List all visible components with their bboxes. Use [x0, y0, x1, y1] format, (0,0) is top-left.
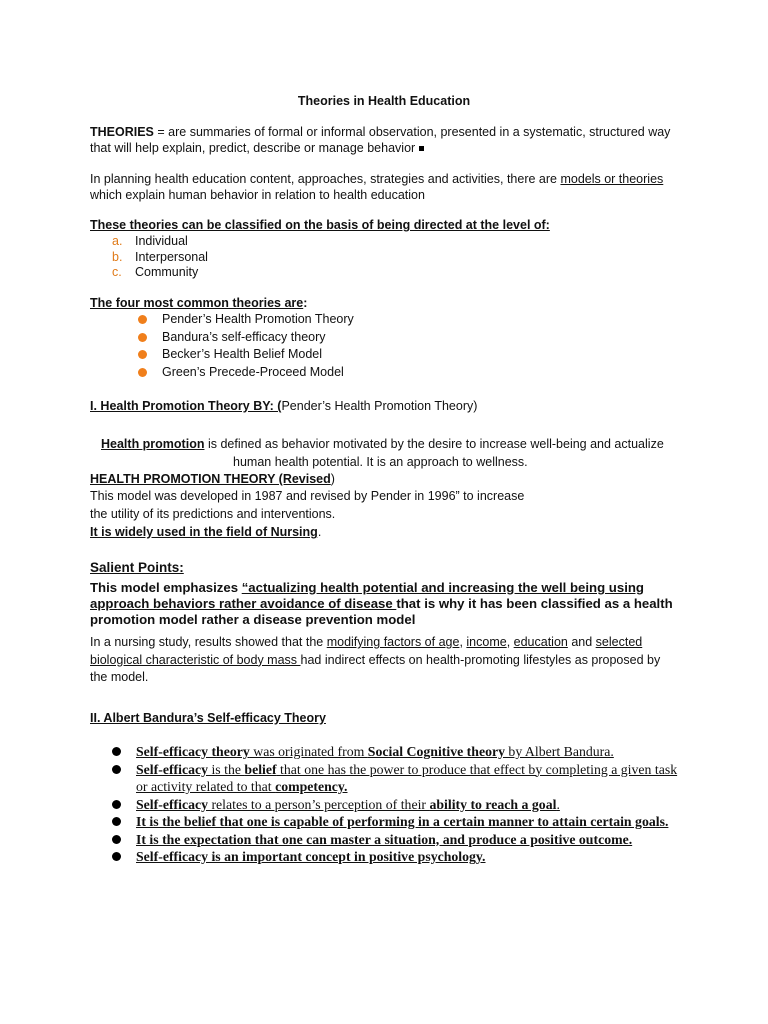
self-efficacy-list	[112, 743, 692, 866]
nursing-line: It is widely used in the field of Nursing.	[90, 525, 322, 539]
salient-paragraph: This model emphasizes “actualizing health potential and increasing the well being using approach behaviors rather avoidance of disease that is why it has been classified as a health promotion model rather a disease prevention model	[90, 580, 673, 627]
list-item: Bandura’s self-efficacy theory	[138, 330, 354, 348]
orange-bullet-icon	[138, 368, 147, 377]
planning-pre: In planning health education content, approaches, strategies and activities, there are	[90, 172, 561, 186]
list-item: Becker’s Health Belief Model	[138, 347, 354, 365]
document-title: Theories in Health Education	[297, 94, 471, 108]
theories-def-text: = are summaries of formal or informal observation, presented in a systematic, structured way that will help explain, predict, describe or manage behavior	[90, 125, 671, 155]
list-item: Self-efficacy is the belief that one has the power to produce that effect by completing a given task or activity related to that competency.	[112, 761, 692, 796]
bullet-square-icon	[419, 146, 424, 151]
model-development: This model was developed in 1987 and revised by Pender in 1996” to increase the utility of its predictions and interventions.	[90, 489, 525, 521]
common-theories-heading: The four most common theories are:	[90, 296, 308, 310]
list-item: Self-efficacy theory was originated from Social Cognitive theory by Albert Bandura.	[112, 743, 692, 761]
hp-term: Health promotion	[101, 437, 205, 451]
salient-heading: Salient Points:	[90, 560, 184, 575]
bullet-icon	[112, 835, 121, 844]
list-item: Self-efficacy relates to a person’s perception of their ability to reach a goal.	[112, 796, 692, 814]
bullet-icon	[112, 852, 121, 861]
levels-list	[112, 234, 208, 281]
planning-post: which explain human behavior in relation to health education	[90, 187, 425, 202]
list-item: b. Interpersonal	[112, 249, 208, 264]
list-item: a. Individual	[112, 234, 188, 248]
orange-bullet-icon	[138, 350, 147, 359]
list-item: It is the belief that one is capable of performing in a certain manner to attain certain goals.	[112, 813, 692, 831]
list-item: Pender’s Health Promotion Theory	[138, 312, 354, 330]
planning-paragraph	[90, 172, 680, 203]
orange-bullet-icon	[138, 333, 147, 342]
list-item: Self-efficacy is an important concept in positive psychology.	[112, 848, 692, 866]
section2-heading: II. Albert Bandura’s Self-efficacy Theory	[90, 711, 326, 725]
list-item: c. Community	[112, 265, 199, 279]
section1-heading: I. Health Promotion Theory BY: (Pender’s Health Promotion Theory)	[90, 399, 478, 413]
bullet-icon	[112, 800, 121, 809]
list-item: It is the expectation that one can master a situation, and produce a positive outcome.	[112, 831, 692, 849]
list-item: Green’s Precede-Proceed Model	[138, 365, 354, 383]
theories-definition	[90, 125, 680, 156]
bullet-icon	[112, 817, 121, 826]
classified-heading: These theories can be classified on the basis of being directed at the level of:	[90, 218, 550, 232]
bullet-icon	[112, 765, 121, 774]
planning-underlined: models or theories	[560, 172, 664, 186]
hpt-heading: HEALTH PROMOTION THEORY (Revised)	[90, 472, 335, 486]
health-promotion-definition: Health promotion is defined as behavior motivated by the desire to increase well-being and actualize human health potential. It is an approach to wellness.	[101, 437, 664, 469]
theories-label: THEORIES	[90, 125, 154, 139]
common-theories-list	[138, 312, 354, 382]
bullet-icon	[112, 747, 121, 756]
orange-bullet-icon	[138, 315, 147, 324]
nursing-study-paragraph: In a nursing study, results showed that the modifying factors of age, income, education and selected biological characteristic of body mass had indirect effects on health-promoting lifestyles as proposed by the model.	[90, 635, 661, 684]
